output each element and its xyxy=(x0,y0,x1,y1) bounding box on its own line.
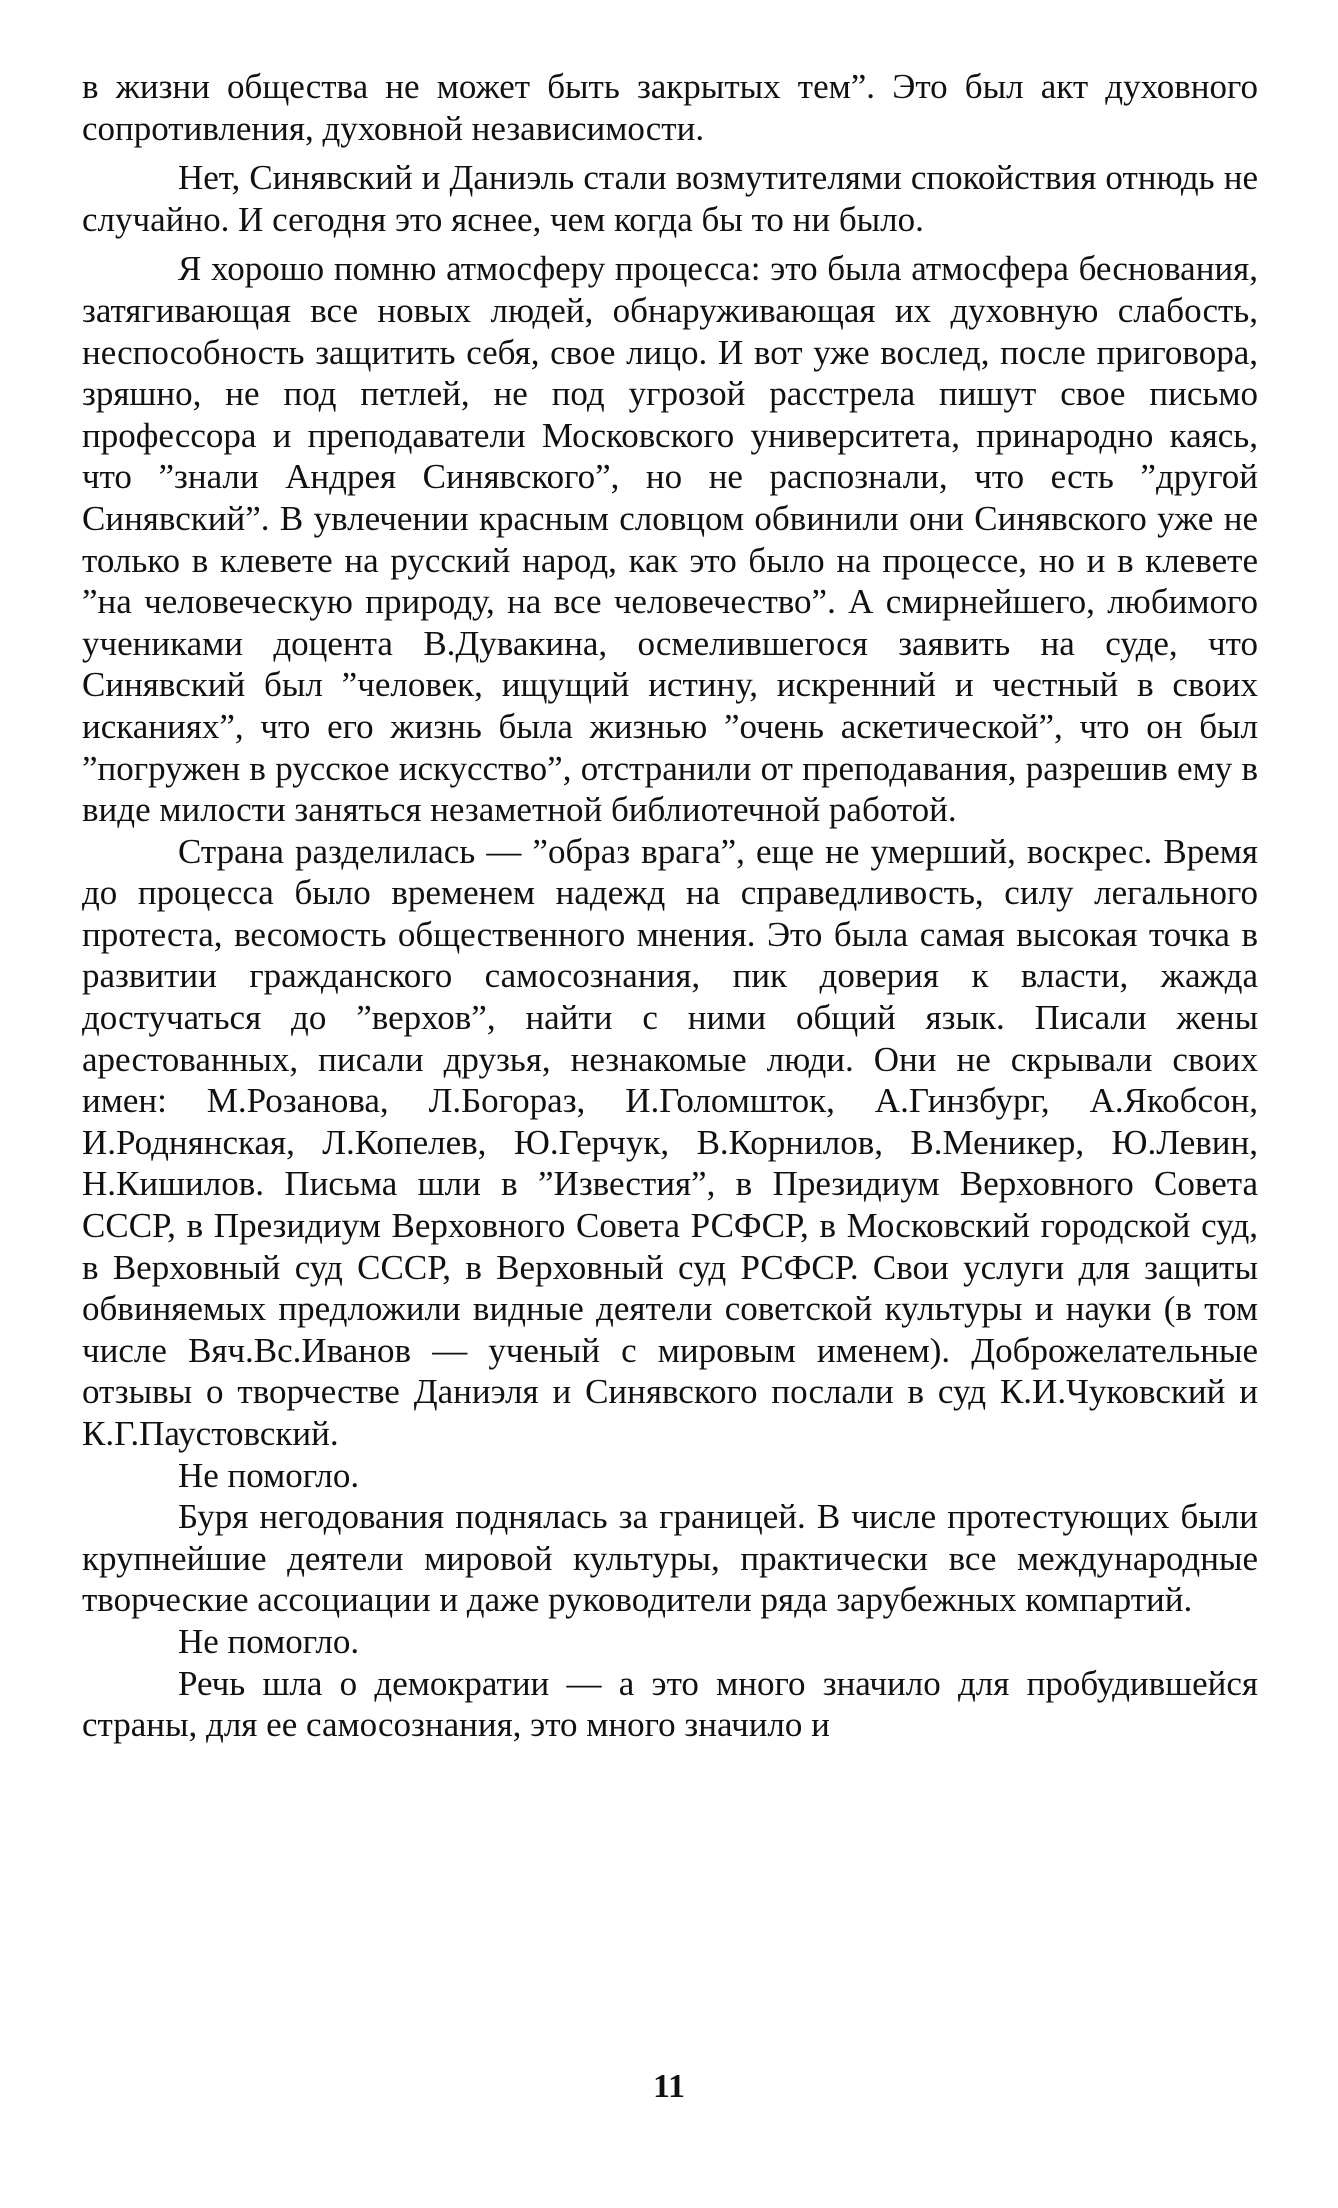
paragraph-country-divided: Страна разделилась — ”образ врага”, еще не умерший, воскрес. Время до процесса было временем надежд на справедливость, силу легального протеста, весомость общественного мнения. Это была самая высокая точка в развитии гражданского самосознания, пик доверия к власти, жажда достучаться до ”верхов”, найти с ними общий язык. Писали жены арестованных, писали друзья, незнакомые люди. Они не скрывали своих имен: М.Розанова, Л.Богораз, И.Голомшток, А.Гинзбург, А.Якобсон, И.Роднянская, Л.Копелев, Ю.Герчук, В.Корнилов, В.Меникер, Ю.Левин, Н.Кишилов. Письма шли в ”Известия”, в Президиум Верховного Совета СССР, в Президиум Верховного Совета РСФСР, в Московский городской суд, в Верховный суд СССР, в Верховный суд РСФСР. Свои услуги для защиты обвиняемых предложили видные деятели советской культуры и науки (в том числе Вяч.Вс.Иванов — ученый с мировым именем). Доброжелательные отзывы о творчестве Даниэля и Синявского послали в суд К.И.Чуковский и К.Г.Паустовский. xyxy=(82,831,1258,1453)
paragraph-storm-abroad: Буря негодования поднялась за границей. В числе протестующих были крупнейшие деятели мировой культуры, практически все международные творческие ассоциации и даже руководители ряда зарубежных компартий. xyxy=(82,1497,1258,1620)
page-body xyxy=(82,66,1258,1746)
paragraph-continuation: в жизни общества не может быть закрытых тем”. Это был акт духовного сопротивления, духовной независимости. xyxy=(82,67,1258,148)
paragraph-did-not-help-2: Не помогло. xyxy=(178,1621,360,1661)
paragraph-democracy: Речь шла о демократии — а это много значило для пробудившейся страны, для ее самосознания, это много значило и xyxy=(82,1663,1258,1745)
paragraph-did-not-help-1: Не помогло. xyxy=(178,1455,360,1495)
paragraph-trial-atmosphere: Я хорошо помню атмосферу процесса: это была атмосфера беснования, затягивающая все новых людей, обнаруживающая их духовную слабость, неспособность защитить себя, свое лицо. И вот уже вослед, после приговора, зряшно, не под петлей, не под угрозой расстрела пишут свое письмо профессора и преподаватели Московского университета, принародно каясь, что ”знали Андрея Синявского”, но не распознали, что есть ”другой Синявский”. В увлечении красным словцом обвинили они Синявского уже не только в клевете на русский народ, как это было на процессе, но и в клевете ”на человеческую природу, на все человечество”. А смирнейшего, любимого учениками доцента В.Дувакина, осмелившегося заявить на суде, что Синявский был ”человек, ищущий истину, искренний и честный в своих исканиях”, что его жизнь была жизнью ”очень аскетической”, что он был ”погружен в русское искусство”, отстранили от преподавания, разрешив ему в виде милости заняться незаметной библиотечной работой. xyxy=(82,249,1258,830)
paragraph-sinyavsky-daniel: Нет, Синявский и Даниэль стали возмутителями спокойствия отнюдь не случайно. И сегодня это яснее, чем когда бы то ни было. xyxy=(82,158,1258,239)
page-number: 11 xyxy=(652,2068,686,2105)
